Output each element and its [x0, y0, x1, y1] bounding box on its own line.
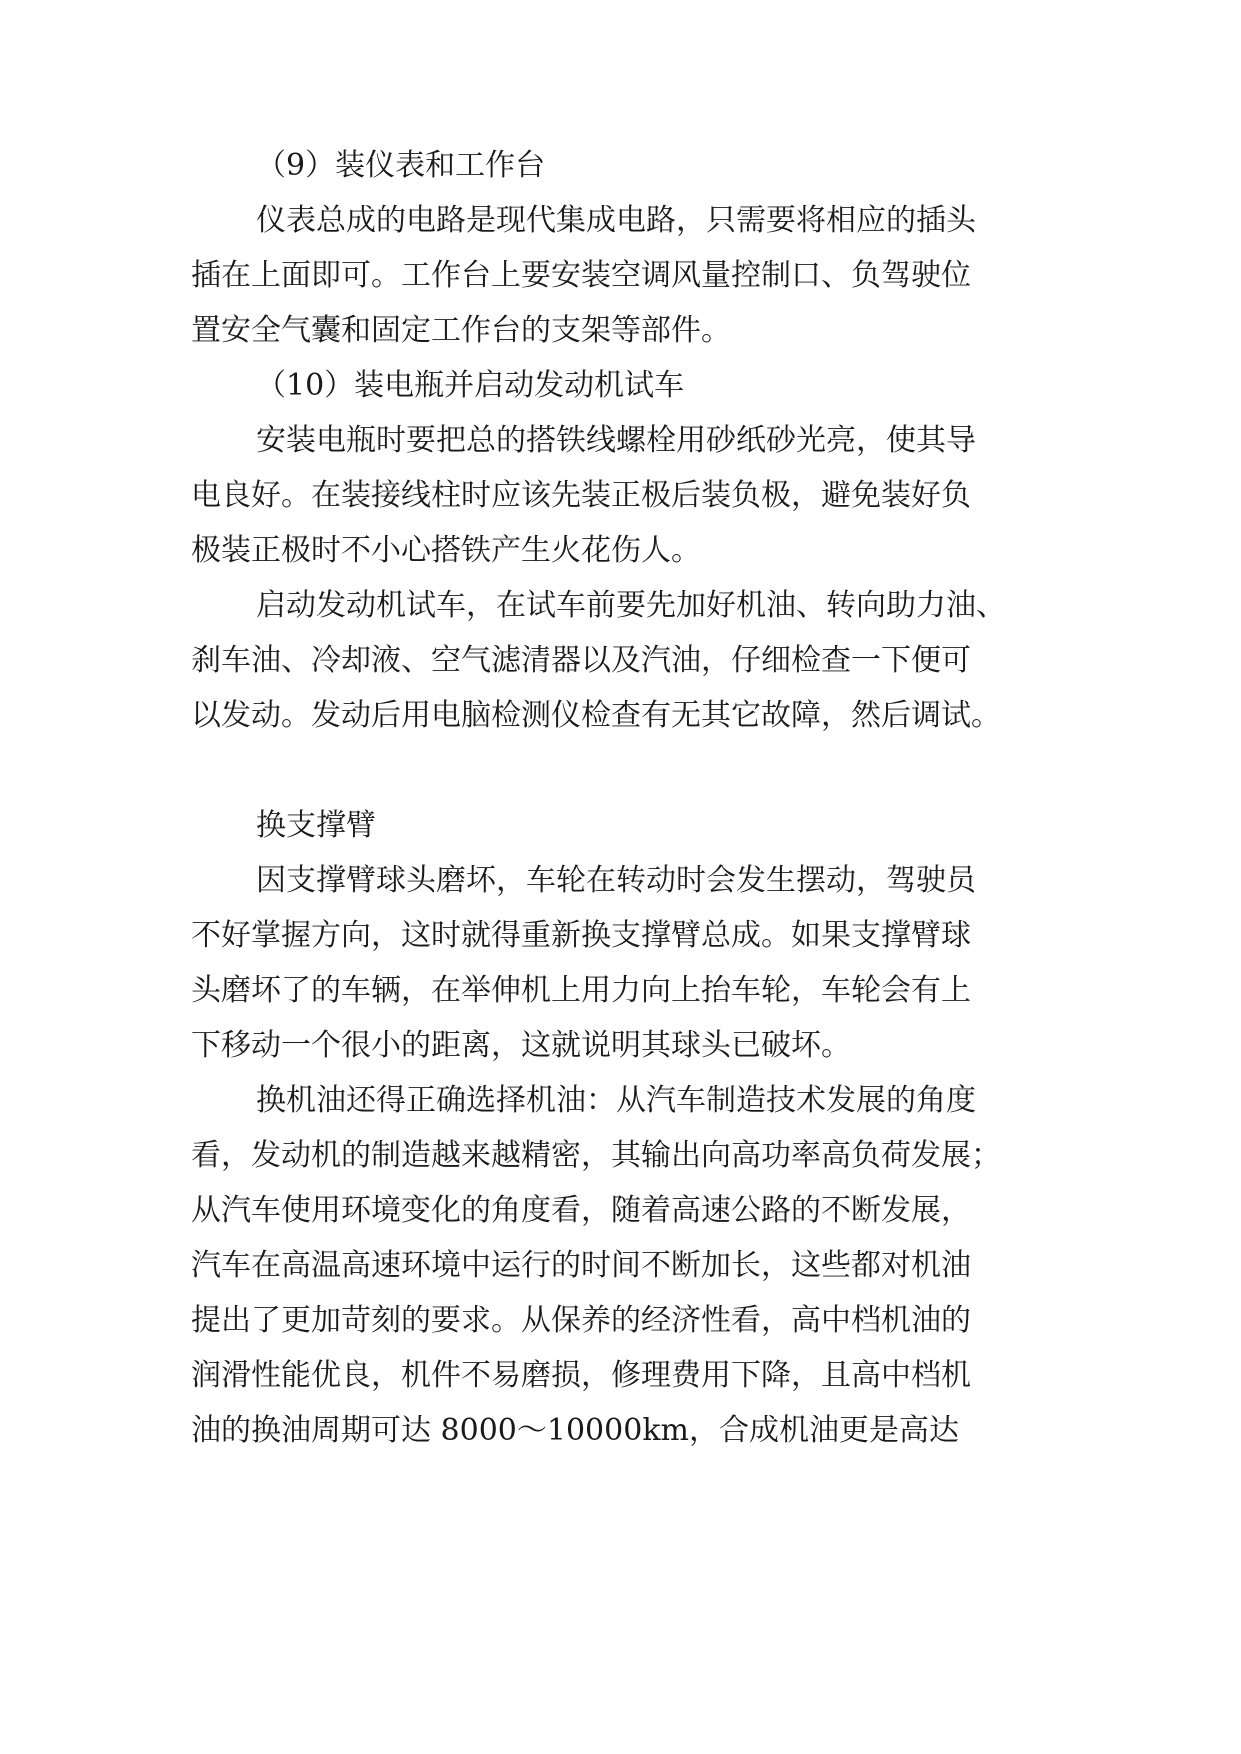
paragraph-line: 启动发动机试车，在试车前要先加好机油、转向助力油、: [256, 588, 1006, 623]
paragraph-line: 从汽车使用环境变化的角度看，随着高速公路的不断发展，: [191, 1193, 971, 1228]
paragraph-line: 汽车在高温高速环境中运行的时间不断加长，这些都对机油: [191, 1248, 971, 1283]
paragraph-line: 头磨坏了的车辆，在举伸机上用力向上抬车轮，车轮会有上: [191, 973, 971, 1008]
paragraph-line: 极装正极时不小心搭铁产生火花伤人。: [191, 533, 701, 568]
paragraph-line: 不好掌握方向，这时就得重新换支撑臂总成。如果支撑臂球: [191, 918, 971, 953]
paragraph-line: 刹车油、冷却液、空气滤清器以及汽油，仔细检查一下便可: [191, 643, 971, 678]
paragraph-line: 润滑性能优良，机件不易磨损，修理费用下降，且高中档机: [191, 1358, 971, 1393]
paragraph-line: 以发动。发动后用电脑检测仪检查有无其它故障，然后调试。: [191, 698, 1001, 733]
paragraph-line: 看，发动机的制造越来越精密，其输出向高功率高负荷发展；: [191, 1138, 1001, 1173]
paragraph-line: 油的换油周期可达 8000～10000km，合成机油更是高达: [191, 1413, 959, 1448]
paragraph-line: 因支撑臂球头磨坏，车轮在转动时会发生摆动，驾驶员: [256, 863, 976, 898]
section-heading-support-arm: 换支撑臂: [256, 808, 376, 843]
paragraph-line: 提出了更加苛刻的要求。从保养的经济性看，高中档机油的: [191, 1303, 971, 1338]
paragraph-line: 置安全气囊和固定工作台的支架等部件。: [191, 313, 731, 348]
paragraph-line: 插在上面即可。工作台上要安装空调风量控制口、负驾驶位: [191, 258, 971, 293]
paragraph-line: 安装电瓶时要把总的搭铁线螺栓用砂纸砂光亮，使其导: [256, 423, 976, 458]
paragraph-line: 换机油还得正确选择机油：从汽车制造技术发展的角度: [256, 1083, 976, 1118]
section-heading-10: （10）装电瓶并启动发动机试车: [256, 368, 685, 403]
paragraph-line: 下移动一个很小的距离，这就说明其球头已破坏。: [191, 1028, 851, 1063]
section-heading-9: （9）装仪表和工作台: [256, 148, 546, 183]
paragraph-line: 电良好。在装接线柱时应该先装正极后装负极，避免装好负: [191, 478, 971, 513]
paragraph-line: 仪表总成的电路是现代集成电路，只需要将相应的插头: [256, 203, 976, 238]
